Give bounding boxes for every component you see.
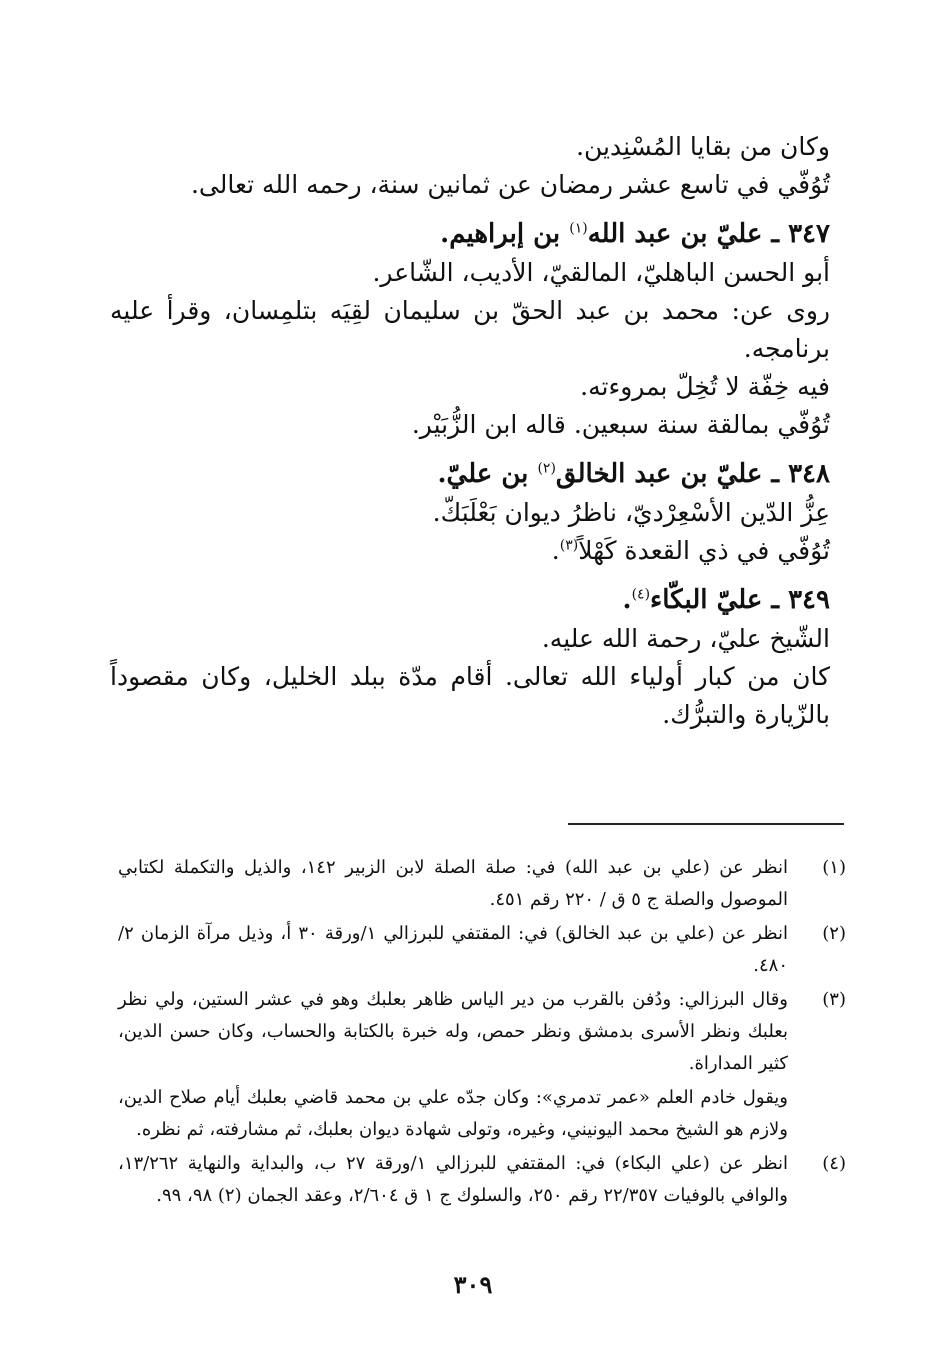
footnote-marker: (٤)	[822, 1153, 846, 1174]
footnote-1	[118, 852, 846, 916]
footnote-marker: (١)	[822, 857, 846, 878]
paragraph: تُوُفّي بمالقة سنة سبعين. قاله ابن الزُّبَيْر.	[411, 410, 830, 439]
paragraph: روى عن: محمد بن عبد الحقّ بن سليمان لقِيَه بتلمِسان، وقرأ عليه برنامجه.	[110, 296, 830, 363]
footnote-ref[interactable]: (٣)	[559, 537, 579, 554]
footnote-ref[interactable]: (١)	[569, 220, 588, 237]
page-number: ٣٠٩	[453, 1270, 493, 1299]
paragraph-text: تُوُفّي في ذي القعدة كَهْلاً	[578, 536, 830, 565]
entry-heading-349	[110, 580, 830, 620]
footnote-4	[118, 1148, 846, 1212]
footnote-2	[118, 918, 846, 982]
footnote-ref[interactable]: (٤)	[631, 586, 651, 603]
paragraph: الشّيخ عليّ، رحمة الله عليه.	[541, 624, 830, 653]
entry-heading-348	[110, 454, 830, 494]
entry-title: ٣٤٨ ـ عليّ بن عبد الخالق	[555, 459, 830, 489]
footnote-text: انظر عن (علي بن عبد الخالق) في: المقتفي للبرزالي ١/ورقة ٣٠ أ، وذيل مرآة الزمان ٢/ ٤٨٠.	[118, 923, 788, 976]
footnotes	[118, 852, 846, 1214]
paragraph: وكان من بقايا المُسْنِدين.	[576, 132, 830, 161]
paragraph	[110, 532, 830, 570]
footnote-continuation: ويقول خادم العلم «عمر تدمري»: وكان جدّه علي بن محمد قاضي بعلبك أيام صلاح الدين، ولازم هو الشيخ محمد اليونيني، وغيره، وتولى شهادة ديوان بعلبك، ثم مشارفته، ثم نظره.	[118, 1087, 788, 1140]
footnote-text: انظر عن (علي بن عبد الله) في: صلة الصلة لابن الزبير ١٤٢، والذيل والتكملة لكتابي الموصول والصلة ج ٥ ق / ٢٢٠ رقم ٤٥١.	[118, 857, 788, 910]
footnote-text: انظر عن (علي البكاء) في: المقتفي للبرزالي ١/ورقة ٢٧ ب، والبداية والنهاية ١٣/٢٦٢، والوافي بالوفيات ٢٢/٣٥٧ رقم ٢٥٠، والسلوك ج ١ ق ٢/٦٠٤، وعقد الجمان (٢) ٩٨، ٩٩.	[118, 1153, 788, 1206]
entry-title: ٣٤٩ ـ عليّ البكّاء	[650, 585, 830, 615]
main-text	[110, 128, 830, 734]
paragraph: أبو الحسن الباهليّ، المالقيّ، الأديب، الشّاعر.	[372, 258, 830, 287]
paragraph: عِزُّ الدّين الأسْعِرْديّ، ناظرُ ديوان بَعْلَبَكّ.	[432, 498, 830, 527]
paragraph: تُوُفّي في تاسع عشر رمضان عن ثمانين سنة، رحمه الله تعالى.	[190, 170, 830, 199]
footnote-text: وقال البرزالي: ودُفن بالقرب من دير الياس ظاهر بعلبك وهو في عشر الستين، ولي نظر بعلبك ونظر الأسرى بدمشق ونظر حمص، وله خبرة بالكتابة والحساب، وكان حسن الدين، كثير المداراة.	[118, 989, 788, 1074]
entry-title-rest: بن إبراهيم.	[440, 219, 570, 249]
footnote-3	[118, 984, 846, 1146]
entry-title-rest: بن عليّ.	[437, 459, 538, 489]
footnote-marker: (٢)	[822, 923, 846, 944]
footnote-divider	[568, 823, 844, 825]
paragraph: فيه خِفّة لا تُخِلّ بمروءته.	[580, 372, 830, 401]
entry-title-rest: .	[622, 585, 632, 615]
paragraph: كان من كبار أولياء الله تعالى. أقام مدّة ببلد الخليل، وكان مقصوداً بالزّيارة والتبرُّك.	[110, 662, 830, 729]
entry-title: ٣٤٧ ـ عليّ بن عبد الله	[587, 219, 830, 249]
paragraph-end: .	[551, 536, 560, 565]
footnote-ref[interactable]: (٢)	[537, 460, 556, 477]
entry-heading-347	[110, 214, 830, 254]
footnote-marker: (٣)	[822, 989, 846, 1010]
